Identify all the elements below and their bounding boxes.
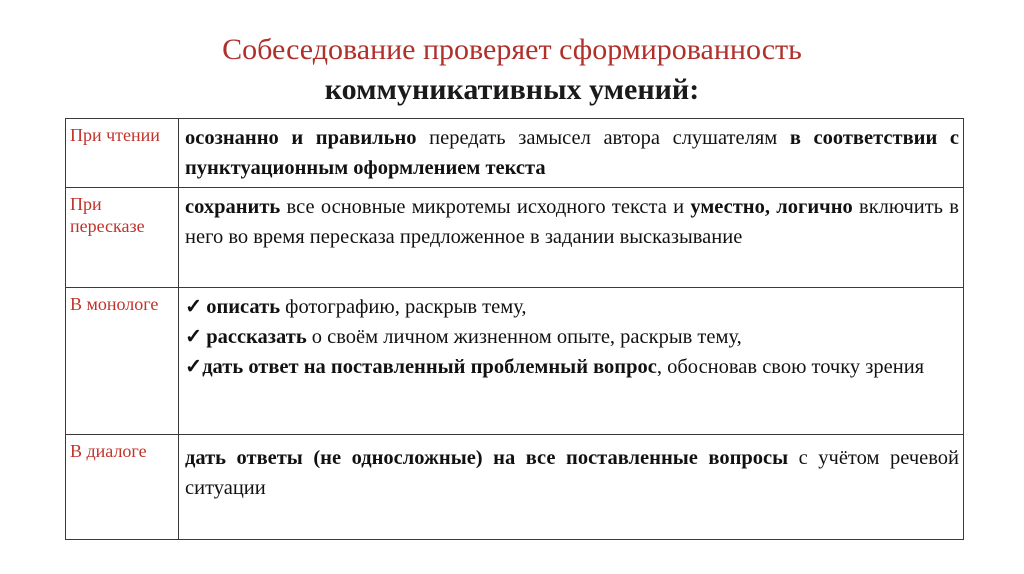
table-row-retelling	[66, 188, 964, 288]
title-line-2: коммуникативных умений:	[324, 73, 700, 106]
monologue-item-1: ✓ описать фотографию, раскрыв тему,	[185, 296, 527, 318]
retelling-text-2: включить в него во время пересказа предложенное в задании высказывание	[185, 196, 959, 248]
retelling-bold-1: сохранить	[185, 196, 281, 218]
row-label-monologue: В монологе	[66, 288, 179, 435]
monologue-item-3: ✓дать ответ на поставленный проблемный вопрос, обосновав свою точку зрения	[185, 356, 925, 378]
row-text-monologue	[179, 288, 964, 435]
row-label-reading: При чтении	[66, 119, 179, 188]
table-row-monologue	[66, 288, 964, 435]
dialogue-text-1: с учётом речевой ситуации	[185, 447, 959, 499]
reading-bold-2: в соответствии с пунктуационным оформлением текста	[185, 127, 959, 179]
checkmark-icon: ✓	[185, 356, 203, 378]
retelling-bold-2: уместно, логично	[690, 196, 853, 218]
table-row-dialogue	[66, 435, 964, 540]
retelling-text-1: все основные микротемы исходного текста и	[280, 196, 691, 218]
skills-table	[65, 118, 964, 540]
checkmark-icon: ✓	[185, 296, 203, 318]
row-label-dialogue: В диалоге	[66, 435, 179, 540]
reading-text-1: передать замысел автора слушателям	[416, 127, 790, 149]
checkmark-icon: ✓	[185, 326, 203, 348]
row-text-retelling	[179, 188, 964, 288]
dialogue-bold-1: дать ответы (не односложные) на все поставленные вопросы	[185, 447, 789, 469]
row-label-retelling: При пересказе	[66, 188, 179, 288]
row-text-dialogue	[179, 435, 964, 540]
monologue-item-2: ✓ рассказать о своём личном жизненном опыте, раскрыв тему,	[185, 326, 742, 348]
reading-bold-1: осознанно и правильно	[185, 127, 417, 149]
row-text-reading	[179, 119, 964, 188]
slide-title	[0, 30, 1024, 110]
title-line-1: Собеседование проверяет сформированность	[222, 33, 802, 66]
table-row-reading	[66, 119, 964, 188]
